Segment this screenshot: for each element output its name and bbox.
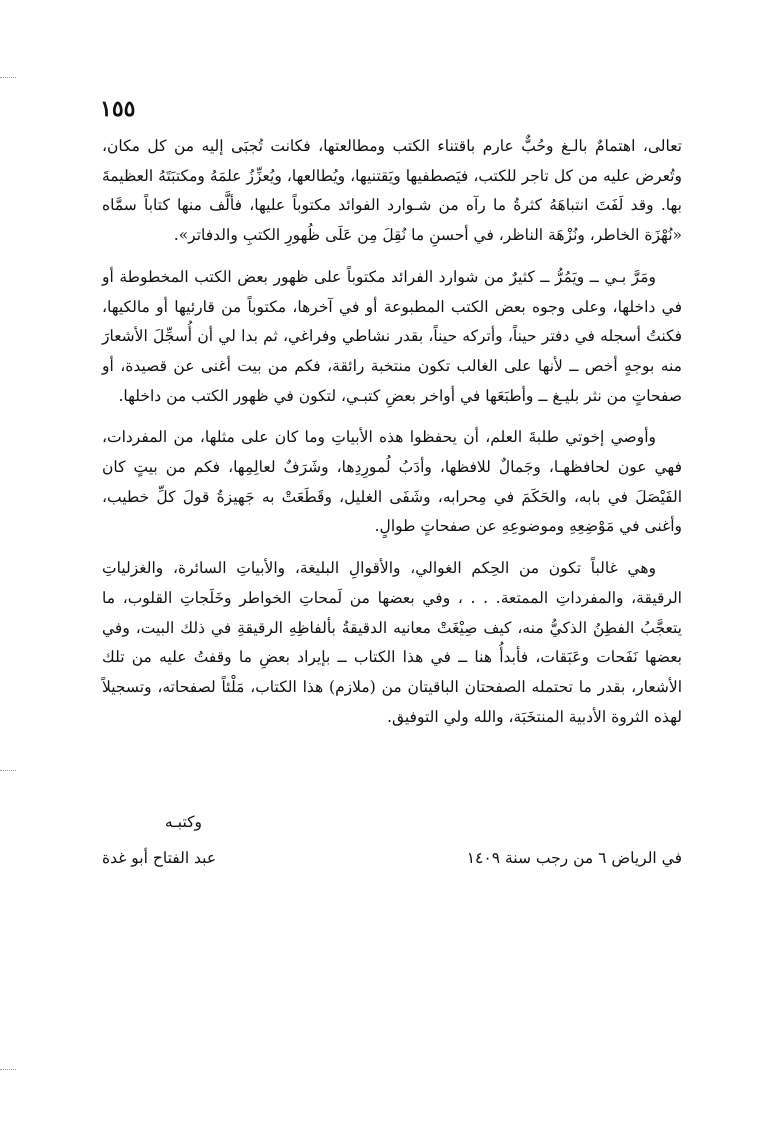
paragraph: وهي غالباً تكون من الحِكم الغوالي، والأقوالِ البليغة، والأبياتِ السائرة، والغزلياتِ الرقيقة، والمفرداتِ الممتعة. . . ، وفي بعضها من لَمحاتِ الخواطر وخَلَجاتِ القلوب، ما يتعجَّبُ الفطِنُ الذكيُّ منه، كيف صِيْغَتْ معانيه الدقيقةُ بألفاظِهِ الرقيقةِ في ذلك البيت، وفي بعضها نَفَحات وعَبَقات، فأبدأُ هنا ــ في هذا الكتاب ــ بإيراد بعضِ ما وقفتُ عليه من تلك الأشعار، بقدر ما تحتمله الصفحتان الباقيتان من (ملازم) هذا الكتاب، مَلْئاً لصفحاته، وتسجيلاً لهذه الثروة الأدبية المنتخَبَة، والله ولي التوفيق.	[102, 559, 682, 726]
scan-edge-mark	[0, 1069, 16, 1070]
scan-edge-mark	[0, 77, 16, 78]
body-text	[102, 132, 682, 744]
signature-author: عبد الفتاح أبو غدة	[102, 849, 217, 867]
scan-edge-mark	[0, 770, 16, 771]
paragraph: وأوصي إخوتي طلبةَ العلم، أن يحفظوا هذه الأبياتِ وما كان على مثلها، من المفردات، فهي عون لحافظهـا، وجَمالٌ للافظها، وأدَبُ لُمورِدِها، وشَرَفٌ لعالِمِها، فكم من بيتٍ كان الفَيْصَلَ في بابه، والحَكَمَ في مِحرابه، وشَفَى الغليل، وقَطَعَتْ به جَهيزةُ قولَ كلِّ خطيب، وأغنى في مَوْضِعِهِ وموضوعِهِ عن صفحاتٍ طوالٍ.	[102, 428, 682, 536]
signature-wakatabahu: وكتبـه	[164, 813, 202, 831]
page-number: ١٥٥	[100, 96, 136, 122]
signature-date-place: في الرياض ٦ من رجب سنة ١٤٠٩	[466, 849, 682, 867]
paragraph: تعالى، اهتمامٌ بالـغ وحُبٌّ عارم باقتناء الكتب ومطالعتها، فكانت تُجبَى إليه من كل مكان، وتُعرض عليه من كل تاجر للكتب، فيَصطفيها ويَقتنيها، ويُطالعها، ويُعزِّزُ علمَهُ ومكتبَتَهُ العظيمةَ بها. وقد لَفَتَ انتباهَهُ كثرةُ ما رآه من شـوارد الفوائد مكتوباً عليها، فألَّف منها كتاباً سمَّاه «نُهْزَة الخاطر، ونُزْهَة الناظر، في أحسنِ ما نُقِلَ مِن عَلَى ظُهورِ الكتبِ والدفاتر».	[102, 137, 682, 245]
paragraph: ومَرَّ بـي ــ ويَمُرُّ ــ كثيرٌ من شوارد الفرائد مكتوباً على ظهور بعض الكتب المخطوطة أو في داخلها، وعلى وجوه بعض الكتب المطبوعة أو في آخرها، مكتوباً من قارئيها أو مالكيها، فكنتُ أسجله في دفتر حيناً، وأتركه حيناً، بقدر نشاطي وفراغي، ثم بدا لي أن أُسجِّلَ الأشعارَ منه بوجهٍ أخص ــ لأنها على الغالب تكون منتخبة رائقة، فكم من بيت أغنى عن قصيدة، أو صفحاتٍ من نثر بليـغ ــ وأطبَعَها في أواخر بعضِ كتبـي، لتكون في ظهور الكتب من داخلها.	[102, 267, 682, 405]
